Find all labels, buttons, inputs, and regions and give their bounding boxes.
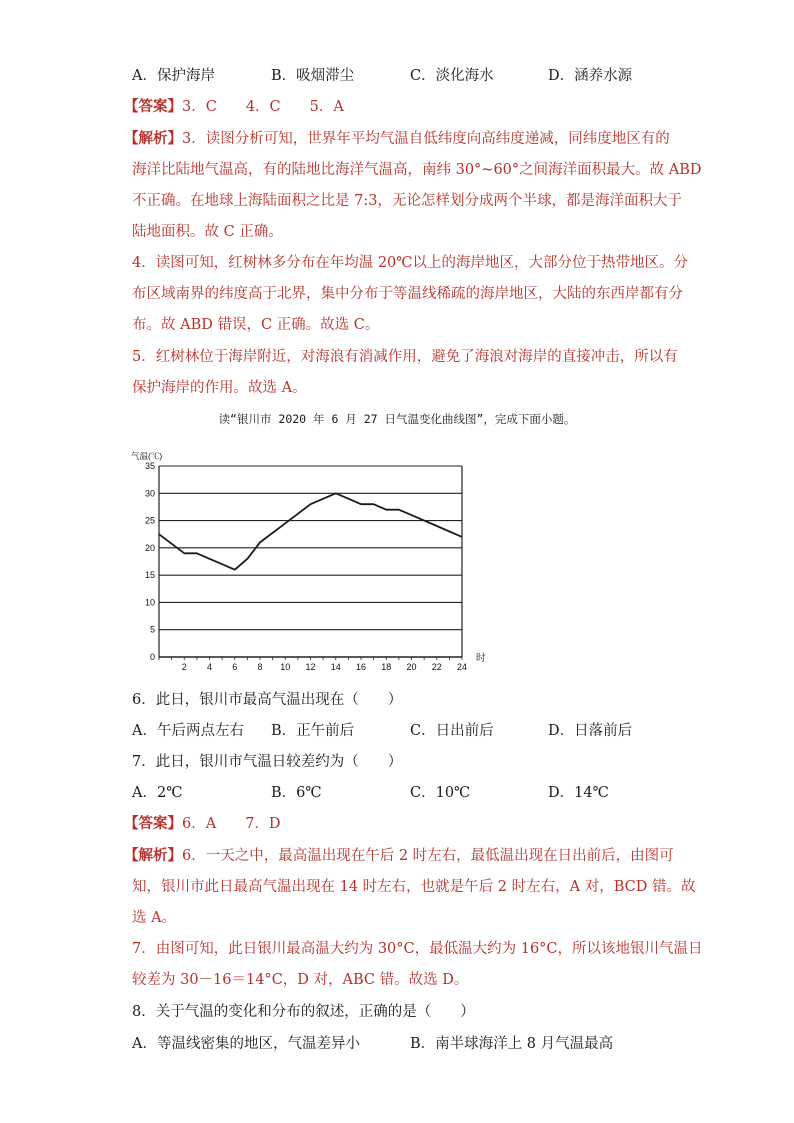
q8-option-a: A．等温线密集的地区，气温差异小 [132,1036,360,1052]
q7-option-c: C．10℃ [410,785,471,801]
x-tick-label: 6 [232,662,238,672]
analysis-text: 6．一天之中，最高温出现在午后 2 时左右，最低温出现在日出前后，由图可 [182,848,674,864]
q7-option-d: D．14℃ [548,785,609,801]
analysis-line [124,846,674,866]
question-6-stem: 6．此日，银川市最高气温出现在（ ） [132,692,403,708]
y-tick-label: 15 [144,570,155,581]
x-tick-label: 16 [355,662,367,672]
y-tick-label: 10 [144,597,155,608]
x-tick-label: 14 [330,662,341,672]
analysis-line: 不正确。在地球上海陆面积之比是 7:3，无论怎样划分成两个半球，都是海洋面积大于 [132,193,682,209]
answer-block-1 [124,97,344,117]
chart-grid [159,466,462,660]
analysis-text: 3．读图分析可知，世界年平均气温自低纬度向高纬度递减，同纬度地区有的 [182,131,670,147]
x-tick-label: 10 [280,662,291,672]
analysis-line: 选 A。 [132,910,177,926]
analysis-line: 布区域南界的纬度高于北界，集中分布于等温线稀疏的海岸地区，大陆的东西岸都有分 [132,286,683,302]
x-tick-label: 20 [406,662,417,672]
x-tick-label: 18 [381,662,392,672]
y-tick-label: 0 [149,652,155,662]
q8-option-b: B．南半球海洋上 8 月气温最高 [410,1036,614,1052]
answer-text: 3．C 4．C 5．A [182,99,344,115]
analysis-line: 陆地面积。故 C 正确。 [132,224,283,240]
analysis-line: 布。故 ABD 错误，C 正确。故选 C。 [132,317,380,333]
analysis-line: 7．由图可知，此日银川最高温大约为 30°C，最低温大约为 16°C，所以该地银川气温日 [132,941,703,957]
y-axis-label: 气温(℃) [131,451,163,461]
x-tick-label: 8 [257,662,263,672]
y-tick-label: 25 [144,515,155,526]
answer-block-2 [124,814,281,834]
x-tick-label: 22 [431,662,442,672]
option-b: B．吸烟滞尘 [271,68,355,84]
figure-caption: 读“银川市 2020 年 6 月 27 日气温变化曲线图”，完成下面小题。 [218,412,576,426]
x-tick-labels [182,662,467,672]
temperature-series-line [159,493,462,569]
analysis-line: 知，银川市此日最高气温出现在 14 时左右，也就是午后 2 时左右，A 对，BCD 错。故 [132,879,696,895]
y-tick-labels [145,461,155,662]
x-tick-label: 12 [305,662,316,672]
y-tick-label: 35 [144,461,155,471]
q6-option-c: C．日出前后 [410,723,494,739]
q6-option-d: D．日落前后 [548,723,633,739]
question-8-stem: 8．关于气温的变化和分布的叙述，正确的是（ ） [132,1004,475,1020]
option-c: C．淡化海水 [410,68,494,84]
option-d: D．涵养水源 [548,68,633,84]
analysis-tag: 【解析】 [124,130,182,147]
y-tick-label: 5 [149,624,155,635]
x-tick-label: 24 [456,662,468,672]
analysis-line: 5．红树林位于海岸附近，对海浪有消减作用，避免了海浪对海岸的直接冲击，所以有 [132,349,678,365]
q7-option-a: A．2℃ [132,785,183,801]
analysis-line: 海洋比陆地气温高，有的陆地比海洋气温高，南纬 30°~60°之间海洋面积最大。故 ABD [132,162,702,178]
answer-tag: 【答案】 [124,815,182,832]
analysis-tag: 【解析】 [124,847,182,864]
q6-option-b: B．正午前后 [271,723,355,739]
answer-tag: 【答案】 [124,98,182,115]
answer-text: 6．A 7．D [182,816,281,832]
option-a: A．保护海岸 [132,68,215,84]
x-tick-label: 4 [206,662,213,672]
y-tick-label: 30 [144,488,155,499]
y-tick-label: 20 [144,542,155,553]
temperature-line-chart [128,448,488,678]
x-axis-label: 时 [476,653,486,664]
question-7-stem: 7．此日，银川市气温日较差约为（ ） [132,754,403,770]
q7-option-b: B．6℃ [271,785,322,801]
analysis-line [124,129,670,149]
analysis-line: 4．读图可知，红树林多分布在年均温 20℃以上的海岸地区，大部分位于热带地区。分 [132,255,689,271]
analysis-line: 较差为 30－16＝14°C，D 对，ABC 错。故选 D。 [132,972,469,988]
x-tick-label: 2 [181,662,187,672]
analysis-line: 保护海岸的作用。故选 A。 [132,380,307,396]
q6-option-a: A．午后两点左右 [132,723,244,739]
